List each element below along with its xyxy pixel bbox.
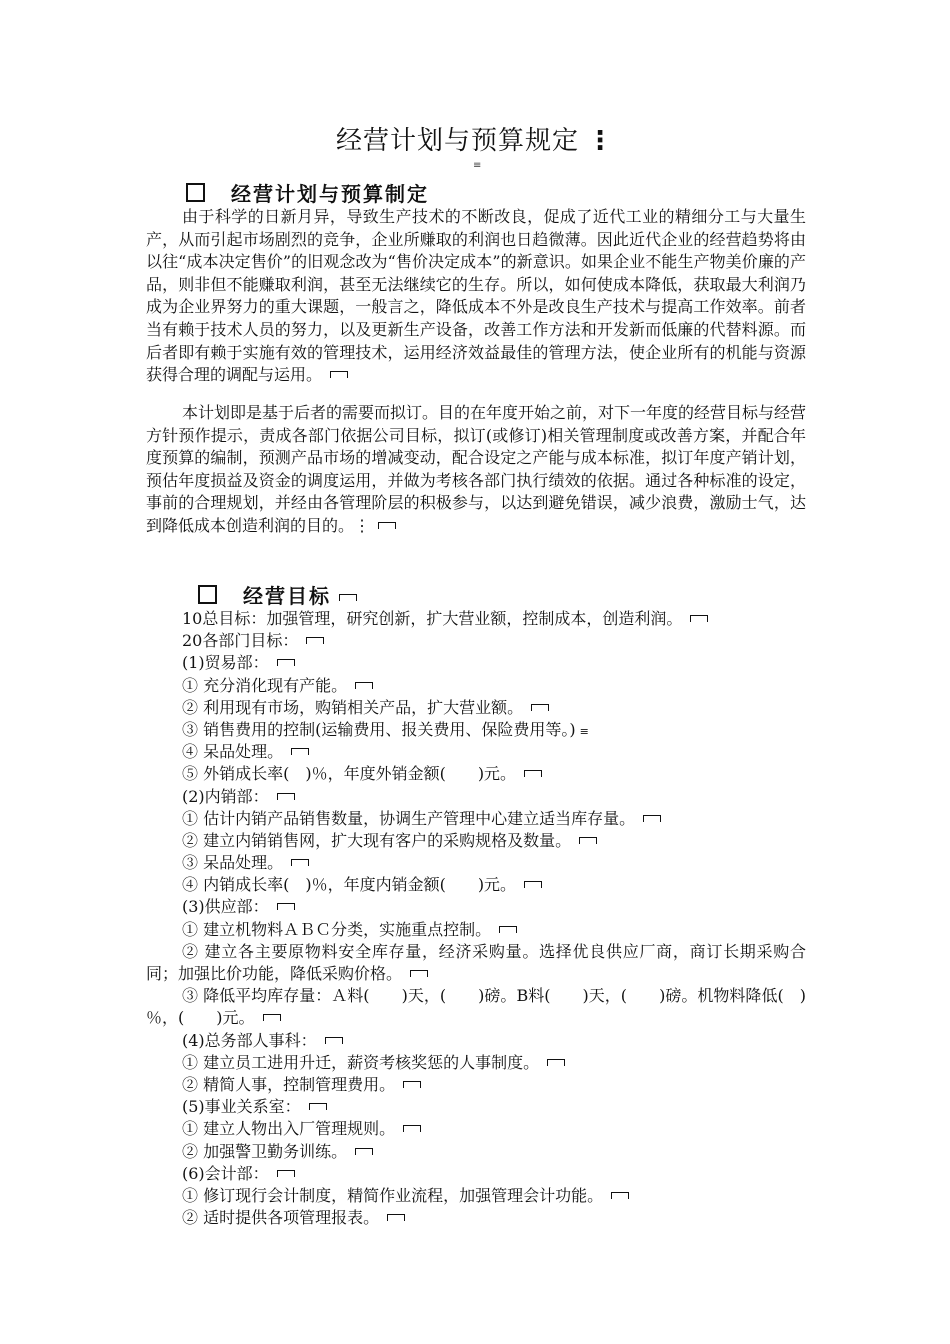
list-item: ① 修订现行会计制度，精简作业流程，加强管理会计功能。 [146,1185,806,1207]
paragraph-mark-icon [611,1192,629,1199]
list-item: ③ 降低平均库存量：Ａ料( )天，( )磅。B料( )天，( )磅。机物料降低( )％，( )元。 [146,986,806,1028]
list-item: ④ 呆品处理。 [146,741,806,763]
paragraph-mark-icon [339,594,357,601]
paragraph-mark-icon [579,837,597,844]
paragraph-mark-icon [690,615,708,622]
list-item: ② 精简人事，控制管理费用。 [146,1074,806,1096]
paragraph-mark-icon [643,815,661,822]
paragraph-mark-icon [355,1148,373,1155]
section1-heading [186,178,429,207]
paragraph-mark-icon [499,926,517,933]
list-item: ③ 呆品处理。 [146,852,806,874]
document-title [0,120,950,157]
paragraph-1-text: 由于科学的日新月异，导致生产技术的不断改良，促成了近代工业的精细分工与大量生产，从而引起市场剧烈的竞争，企业所赚取的利润也日趋微薄。因此近代企业的经营趋势将由以往“成本决定售价”的旧观念改为“售价决定成本”的新意识。如果企业不能生产物美价廉的产品，则非但不能赚取利润，甚至无法继续它的生存。所以，如何使成本降低，获取最大利润乃成为企业界努力的重大课题，一般言之，降低成本不外是改良生产技术与提高工作效率。前者当有赖于技术人员的努力，以及更新生产设备，改善工作方法和开发新而低廉的代替料源。而后者即有赖于实施有效的管理技术，运用经济效益最佳的管理方法，使企业所有的机能与资源获得合理的调配与运用。 [146,207,806,385]
paragraph-mark-icon [291,748,309,755]
small-mark: ≡ [473,160,482,171]
paragraph-mark-icon [277,1170,295,1177]
list-item: ② 加强警卫勤务训练。 [146,1141,806,1163]
paragraph-mark-icon [524,770,542,777]
title-text: 经营计划与预算规定 [335,126,579,156]
list-item: ① 建立机物料ＡＢＣ分类，实施重点控制。 [146,919,806,941]
paragraph-mark-icon [306,637,324,644]
list-item: ② 建立各主要原物料安全库存量，经济采购量。选择优良供应厂商，商订长期采购合同；加强比价功能，降低采购价格。 [146,941,806,984]
list-item: ④ 内销成长率( )％，年度内销金额( )元。 [146,874,806,896]
list-item: 10总目标：加强管理，研究创新，扩大营业额，控制成本，创造利润。 [146,608,806,630]
small-mark: ≡ [579,724,589,738]
list-item: ③ 销售费用的控制(运输费用、报关费用、保险费用等。) ≡ [182,719,589,739]
list-item: ② 利用现有市场，购销相关产品，扩大营业额。 [146,697,806,719]
list-item: ② 建立内销销售网，扩大现有客户的采购规格及数量。 [146,830,806,852]
paragraph-mark-icon [277,793,295,800]
paragraph-2-text: 本计划即是基于后者的需要而拟订。目的在年度开始之前，对下一年度的经营目标与经营方针预作提示，责成各部门依据公司目标，拟订(或修订)相关管理制度或改善方案，并配合年度预算的编制，预测产品市场的增减变动，配合设定之产能与成本标准，拟订年度产销计划，预估年度损益及资金的调度运用，并做为考核各部门执行绩效的依据。通过各种标准的设定，事前的合理规划，并经由各管理阶层的积极参与，以达到避免错误，减少浪费，激励士气，达到降低成本创造利润的目的。 [146,403,807,535]
paragraph-mark-icon [277,659,295,666]
paragraph-mark-icon [309,1103,327,1110]
section2-heading-text: 经营目标 [243,584,331,608]
list-item: ① 充分消化现有产能。 [146,675,806,697]
list-item: ① 建立人物出入厂管理规则。 [146,1118,806,1140]
list-item: (3)供应部： [146,896,806,918]
paragraph-mark-icon [387,1214,405,1221]
list-item: (4)总务部人事科： [146,1030,806,1052]
checkbox-square-icon [186,183,205,202]
paragraph-mark-icon [524,881,542,888]
list-item: 20各部门目标： [146,630,806,652]
paragraph-mark-icon [291,859,309,866]
paragraph-mark-icon [355,682,373,689]
paragraph-mark-icon [547,1059,565,1066]
list-item: ① 估计内销产品销售数量，协调生产管理中心建立适当库存量。 [146,808,806,830]
goals-list [146,608,806,1229]
paragraph-mark-icon [531,704,549,711]
section1-paragraph-2 [146,402,806,538]
paragraph-2-tail: ⋮ [354,515,371,535]
paragraph-mark-icon [378,522,396,529]
list-item: ⑤ 外销成长率( )％，年度外销金额( )元。 [146,763,806,785]
paragraph-mark-icon [410,970,428,977]
paragraph-mark-icon [403,1081,421,1088]
list-item: (2)内销部： [146,786,806,808]
list-item: ① 建立员工进用升迁，薪资考核奖惩的人事制度。 [146,1052,806,1074]
list-item: ② 适时提供各项管理报表。 [146,1207,806,1229]
section2-heading [198,580,357,609]
list-item: (5)事业关系室： [146,1096,806,1118]
checkbox-square-icon [198,585,217,604]
list-item: (6)会计部： [146,1163,806,1185]
paragraph-mark-icon [403,1125,421,1132]
list-item: (1)贸易部： [146,652,806,674]
title-mark: ⋮ [587,126,614,156]
section1-heading-text: 经营计划与预算制定 [231,182,429,206]
paragraph-mark-icon [277,903,295,910]
paragraph-mark-icon [263,1014,281,1021]
section1-paragraph-1 [146,206,806,387]
paragraph-mark-icon [330,371,348,378]
paragraph-mark-icon [325,1037,343,1044]
